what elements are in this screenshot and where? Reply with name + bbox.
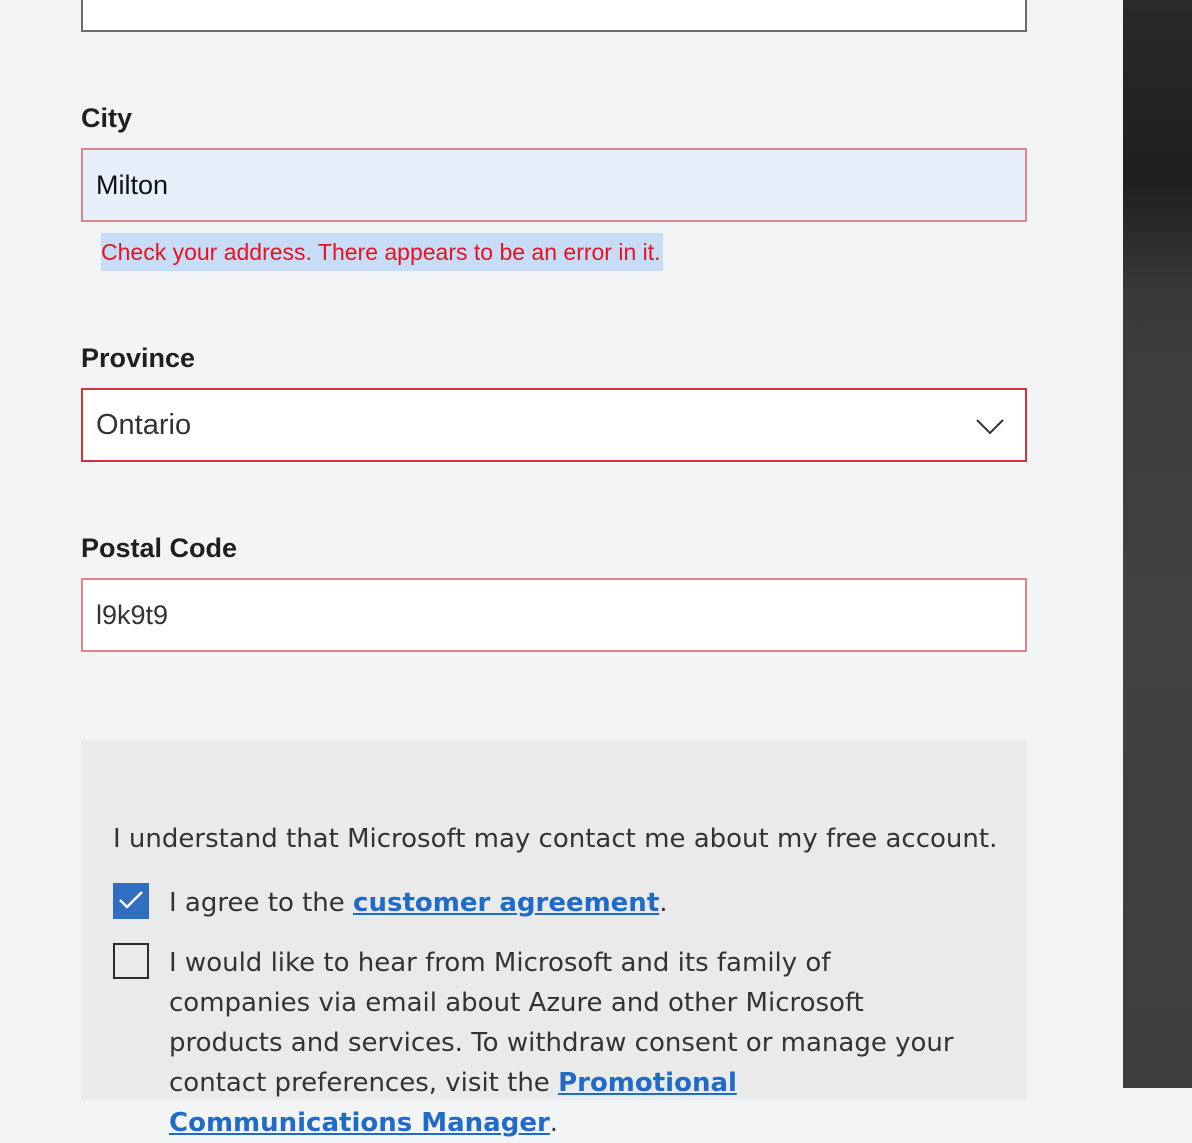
city-label: City — [81, 103, 133, 133]
checkmark-icon — [118, 889, 144, 911]
marketing-opt-in-text: I would like to hear from Microsoft and its family of companies via email about Azure and other Microsoft products and services. To withdraw consent or manage your contact preferences, visit the — [169, 948, 954, 1098]
marketing-opt-in-label — [169, 943, 969, 1143]
contact-notice: I understand that Microsoft may contact me about my free account. — [113, 824, 998, 854]
background-window-edge — [1123, 0, 1192, 1088]
province-select[interactable] — [81, 388, 1027, 462]
marketing-opt-in-checkbox[interactable] — [113, 943, 149, 979]
agreement-section — [81, 740, 1027, 1138]
customer-agreement-checkbox[interactable] — [113, 883, 149, 919]
province-selected-value: Ontario — [96, 409, 192, 441]
customer-agreement-link[interactable]: customer agreement — [353, 888, 660, 918]
postal-code-label: Postal Code — [81, 533, 238, 563]
city-error-message: Check your address. There appears to be an error in it. — [101, 233, 663, 271]
promotional-communications-manager-link[interactable]: Promotional Communications Manager — [169, 1068, 737, 1138]
city-field[interactable] — [81, 148, 1027, 222]
postal-code-input[interactable] — [83, 580, 976, 650]
customer-agreement-label — [169, 883, 668, 923]
marketing-opt-in-period: . — [549, 1108, 559, 1138]
province-label: Province — [81, 343, 196, 373]
customer-agreement-period: . — [659, 888, 668, 918]
previous-address-input[interactable] — [81, 0, 1027, 32]
postal-code-field[interactable] — [81, 578, 1027, 652]
customer-agreement-text: I agree to the — [169, 888, 354, 918]
chevron-down-icon — [975, 414, 1005, 438]
city-input[interactable] — [83, 150, 976, 220]
